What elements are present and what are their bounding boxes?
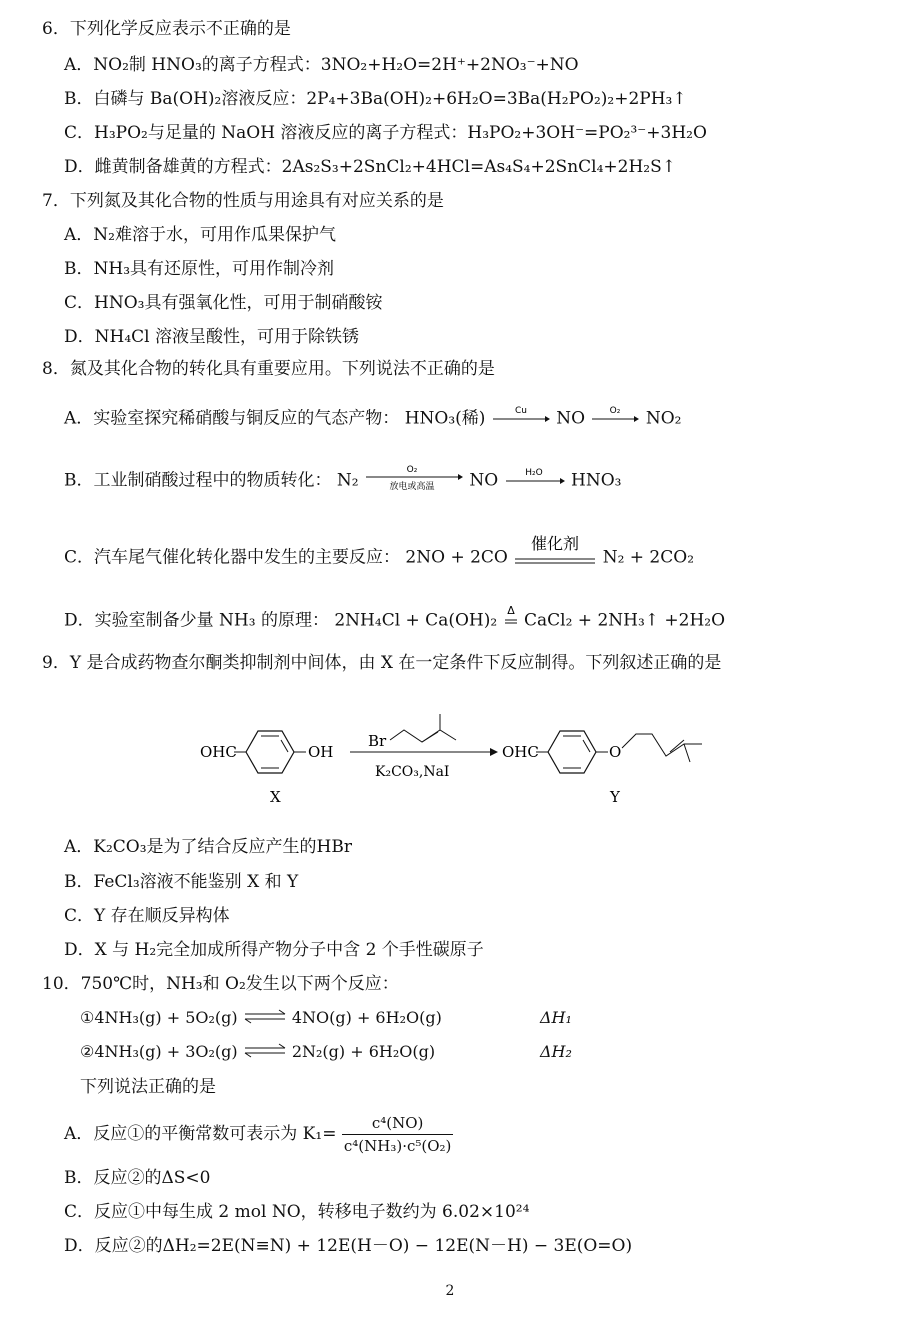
q8b-arrow-1	[364, 463, 464, 499]
q6-option-d: D．雌黄制备雄黄的方程式：2As₂S₃+2SnCl₂+4HCl=As₄S₄+2SnCl₄+2H₂S↑	[64, 157, 676, 177]
r1-equilibrium-arrow	[243, 1009, 287, 1029]
q10-option-b: B．反应②的ΔS<0	[64, 1168, 211, 1188]
k1-denominator: c⁴(NH₃)·c⁵(O₂)	[343, 1137, 452, 1155]
q8-stem: 8．氮及其化合物的转化具有重要应用。下列说法不正确的是	[42, 359, 495, 379]
q10a-prefix: A．反应①的平衡常数可表示为 K₁=	[64, 1124, 337, 1144]
q8b-reagent1-top: O₂	[406, 465, 418, 475]
q8b-mid: NO	[469, 470, 499, 491]
q10-stem: 10．750℃时，NH₃和 O₂发生以下两个反应：	[42, 974, 399, 994]
q6-option-a: A．NO₂制 HNO₃的离子方程式：3NO₂+H₂O=2H⁺+2NO₃⁻+NO	[64, 55, 579, 75]
q7-option-d: D．NH₄Cl 溶液呈酸性，可用于除铁锈	[64, 327, 359, 347]
y-label: Y	[610, 788, 620, 806]
q8a-reagent2: O₂	[610, 406, 621, 416]
q6-option-c: C．H₃PO₂与足量的 NaOH 溶液反应的离子方程式：H₃PO₂+3OH⁻=PO₂³⁻+3H₂O	[64, 123, 707, 143]
q9-option-a: A．K₂CO₃是为了结合反应产生的HBr	[64, 837, 352, 857]
q8a-lhs: HNO₃(稀)	[404, 408, 486, 429]
x-benzene-ring	[246, 731, 294, 773]
q8a-arrow-2	[590, 405, 640, 433]
q8-option-d	[64, 604, 725, 638]
q8-option-c	[64, 535, 694, 581]
q9-stem: 9．Y 是合成药物查尔酮类抑制剂中间体，由 X 在一定条件下反应制得。下列叙述正确的是	[42, 653, 722, 673]
q8b-arrow-2	[504, 467, 566, 495]
reaction-scheme	[190, 700, 720, 820]
q6-option-b: B．白磷与 Ba(OH)₂溶液反应：2P₄+3Ba(OH)₂+6H₂O=3Ba(H₂PO₂)₂+2PH₃↑	[64, 89, 687, 109]
k1-numerator: c⁴(NO)	[342, 1112, 454, 1135]
q8a-reagent1: Cu	[514, 406, 527, 416]
q9-option-b: B．FeCl₃溶液不能鉴别 X 和 Y	[64, 872, 299, 892]
page-number: 2	[445, 1283, 455, 1299]
r1-lhs: ①4NH₃(g) + 5O₂(g)	[80, 1008, 238, 1027]
q8b-lhs: N₂	[336, 470, 359, 491]
q8c-equals	[513, 535, 597, 581]
q8c-rhs: N₂ + 2CO₂	[602, 547, 695, 568]
q7-option-a: A．N₂难溶于水，可用作瓜果保护气	[64, 225, 336, 245]
y-benzene-ring	[548, 731, 596, 773]
r1-delta-h: ΔH₁	[540, 1008, 572, 1027]
q10-sub-stem: 下列说法正确的是	[80, 1077, 216, 1097]
q8b-prefix: B．工业制硝酸过程中的物质转化：	[64, 470, 332, 491]
q7-option-b: B．NH₃具有还原性，可用作制冷剂	[64, 259, 335, 279]
q8b-reagent1-bottom: 放电或高温	[389, 482, 435, 492]
r2-rhs: 2N₂(g) + 6H₂O(g)	[291, 1042, 436, 1061]
x-label: X	[270, 788, 281, 806]
q8a-mid: NO	[556, 408, 586, 429]
x-oh-label: OH	[308, 743, 334, 761]
q10-option-c: C．反应①中每生成 2 mol NO，转移电子数约为 6.02×10²⁴	[64, 1202, 530, 1222]
q8d-cond: Δ	[506, 604, 515, 617]
q6-stem: 6．下列化学反应表示不正确的是	[42, 19, 291, 39]
r2-equilibrium-arrow	[243, 1043, 287, 1063]
q10-option-d: D．反应②的ΔH₂=2E(N≡N) + 12E(H－O) − 12E(N－H) − 3E(O=O)	[64, 1236, 633, 1256]
q10-reaction-2	[80, 1042, 435, 1063]
reagent-br: Br	[368, 732, 387, 750]
q8d-equals	[503, 604, 519, 638]
q8c-lhs: 2NO + 2CO	[405, 547, 508, 568]
q7-option-c: C．HNO₃具有强氧化性，可用于制硝酸铵	[64, 293, 383, 313]
q8c-prefix: C．汽车尾气催化转化器中发生的主要反应：	[64, 547, 401, 568]
q8-option-b	[64, 463, 622, 499]
q9-option-c: C．Y 存在顺反异构体	[64, 906, 230, 926]
q8b-reagent2: H₂O	[524, 468, 543, 478]
q8c-catalyst: 催化剂	[531, 535, 580, 553]
q10-reaction-1	[80, 1008, 442, 1029]
q8-option-a	[64, 405, 681, 433]
r2-lhs: ②4NH₃(g) + 3O₂(g)	[80, 1042, 238, 1061]
q8a-rhs: NO₂	[645, 408, 682, 429]
q9-option-d: D．X 与 H₂完全加成所得产物分子中含 2 个手性碳原子	[64, 940, 484, 960]
reagent-conditions: K₂CO₃,NaI	[375, 764, 450, 780]
r1-rhs: 4NO(g) + 6H₂O(g)	[291, 1008, 442, 1027]
y-o-label: O	[609, 743, 622, 761]
q8d-prefix: D．实验室制备少量 NH₃ 的原理：	[64, 610, 329, 631]
r2-delta-h: ΔH₂	[540, 1042, 572, 1061]
q8d-lhs: 2NH₄Cl + Ca(OH)₂	[334, 610, 498, 631]
q8a-prefix: A．实验室探究稀硝酸与铜反应的气态产物：	[64, 408, 400, 429]
q7-stem: 7．下列氮及其化合物的性质与用途具有对应关系的是	[42, 191, 444, 211]
q10-option-a	[64, 1112, 453, 1157]
x-cho-label: OHC	[200, 743, 237, 761]
k1-fraction	[342, 1112, 454, 1157]
q8d-rhs: CaCl₂ + 2NH₃↑ +2H₂O	[523, 610, 726, 631]
q8a-arrow-1	[491, 405, 551, 433]
q8b-rhs: HNO₃	[571, 470, 622, 491]
y-cho-label: OHC	[502, 743, 539, 761]
